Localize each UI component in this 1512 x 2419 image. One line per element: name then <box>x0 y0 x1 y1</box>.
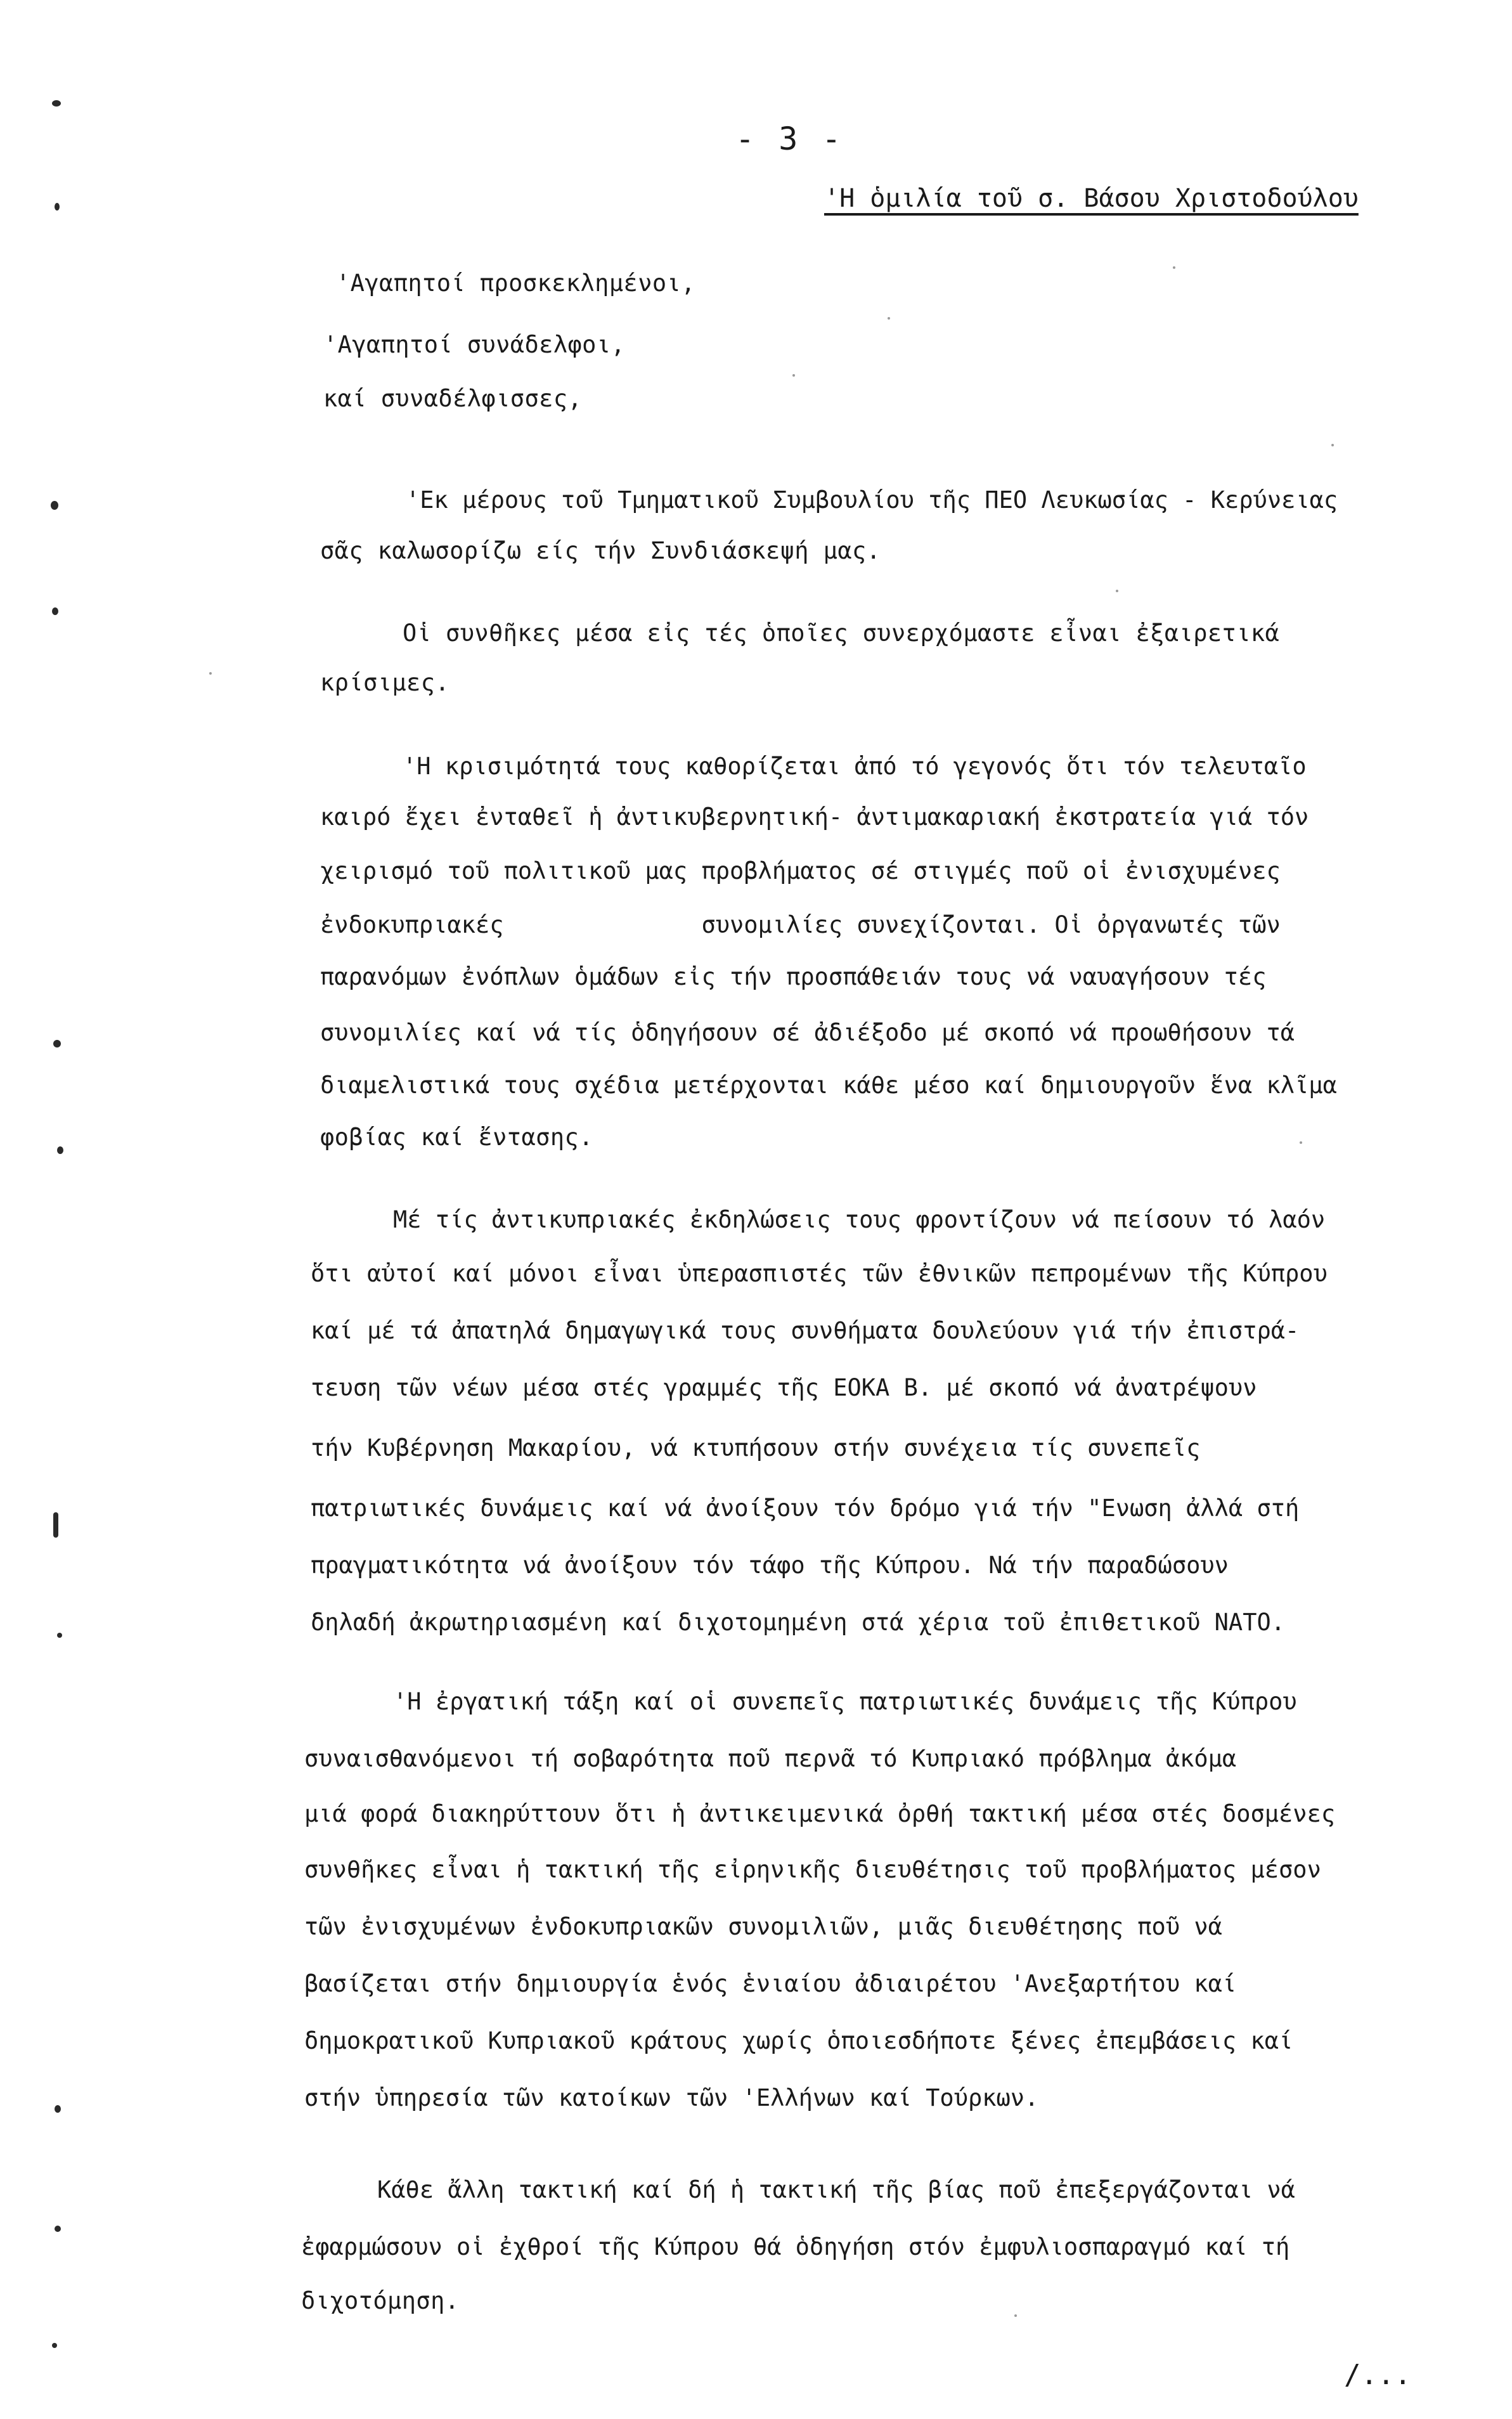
body-line: συνομιλίες καί νά τίς ὁδηγήσουν σέ ἀδιέξοδο μέ σκοπό νά προωθήσουν τά <box>320 1019 1295 1046</box>
scan-speck <box>1116 590 1118 592</box>
body-line: παρανόμων ἐνόπλων ὁμάδων εἰς τήν προσπάθειάν τους νά ναυαγήσουν τές <box>320 963 1267 990</box>
scan-mark <box>51 501 58 510</box>
body-line: σᾶς καλωσορίζω είς τήν Συνδιάσκεψή μας. <box>320 537 881 564</box>
body-line: διχοτόμηση. <box>301 2287 460 2314</box>
body-line: κρίσιμες. <box>320 669 450 696</box>
scan-mark <box>55 2226 61 2232</box>
body-line: Οἱ συνθῆκες μέσα εἰς τές ὁποῖες συνερχόμαστε εἶναι ἐξαιρετικά <box>403 619 1280 647</box>
body-line: 'Η κρισιμότητά τους καθορίζεται ἀπό τό γεγονός ὅτι τόν τελευταῖο <box>403 753 1307 780</box>
scan-speck <box>1300 1141 1302 1144</box>
body-line: δημοκρατικοῦ Κυπριακοῦ κράτους χωρίς ὁποιεσδήποτε ξένες ἐπεμβάσεις καί <box>304 2027 1293 2054</box>
body-line: μιά φορά διακηρύττουν ὅτι ἡ ἀντικειμενικά ὀρθή τακτική μέσα στές δοσμένες <box>304 1800 1336 1827</box>
scan-speck <box>1331 444 1334 446</box>
body-line: χειρισμό τοῦ πολιτικοῦ μας προβλήματος σέ στιγμές ποῦ οἱ ἐνισχυμένες <box>320 857 1281 885</box>
body-line: τήν Κυβέρνηση Μακαρίου, νά κτυπήσουν στήν συνέχεια τίς συνεπεῖς <box>311 1434 1201 1462</box>
body-line: 'Η ἐργατική τάξη καί οἱ συνεπεῖς πατριωτικές δυνάμεις τῆς Κύπρου <box>393 1688 1297 1715</box>
page-number: - 3 - <box>735 120 844 157</box>
body-line: καί μέ τά ἀπατηλά δημαγωγικά τους συνθήματα δουλεύουν γιά τήν ἐπιστρά- <box>311 1317 1300 1344</box>
body-line: δηλαδή ἀκρωτηριασμένη καί διχοτομημένη στά χέρια τοῦ ἐπιθετικοῦ ΝΑΤΟ. <box>311 1609 1286 1636</box>
body-line: βασίζεται στήν δημιουργία ἑνός ἑνιαίου ἀδιαιρέτου 'Ανεξαρτήτου καί <box>304 1970 1237 1997</box>
body-line: τευση τῶν νέων μέσα στές γραμμές τῆς ΕΟΚΑ Β. μέ σκοπό νά ἀνατρέψουν <box>311 1374 1257 1401</box>
salutation-line: 'Αγαπητοί προσκεκλημένοι, <box>336 269 695 297</box>
body-line: πραγματικότητα νά ἀνοίξουν τόν τάφο τῆς Κύπρου. Νά τήν παραδώσουν <box>311 1552 1229 1579</box>
body-line: διαμελιστικά τους σχέδια μετέρχονται κάθε μέσο καί δημιουργοῦν ἕνα κλῖμα <box>320 1072 1337 1099</box>
salutation-line: 'Αγαπητοί συνάδελφοι, <box>323 331 626 358</box>
scan-mark <box>57 1146 63 1154</box>
body-line: φοβίας καί ἔντασης. <box>320 1124 593 1151</box>
scan-speck <box>1173 266 1175 269</box>
body-line: ὅτι αὐτοί καί μόνοι εἶναι ὑπερασπιστές τῶν ἐθνικῶν πεπρομένων τῆς Κύπρου <box>311 1260 1328 1287</box>
scan-mark <box>57 1633 62 1638</box>
scan-speck <box>1014 2314 1017 2317</box>
continuation-mark: /... <box>1344 2359 1411 2391</box>
scan-speck <box>792 374 795 377</box>
body-line: πατριωτικές δυνάμεις καί νά ἀνοίξουν τόν δρόμο γιά τήν "Ενωση ἀλλά στή <box>311 1495 1300 1522</box>
scan-mark <box>52 2343 57 2348</box>
body-line: Μέ τίς ἀντικυπριακές ἐκδηλώσεις τους φροντίζουν νά πείσουν τό λαόν <box>393 1206 1326 1233</box>
body-line: ἐνδοκυπριακές συνομιλίες συνεχίζονται. Οἱ ὀργανωτές τῶν <box>320 911 1281 938</box>
body-line: στήν ὑπηρεσία τῶν κατοίκων τῶν 'Ελλήνων καί Τούρκων. <box>304 2084 1039 2111</box>
speech-title: 'Η ὁμιλία τοῦ σ. Βάσου Χριστοδούλου <box>824 184 1359 213</box>
scan-mark <box>53 1512 58 1538</box>
body-line: Κάθε ἄλλη τακτική καί δή ἡ τακτική τῆς βίας ποῦ ἐπεξεργάζονται νά <box>377 2176 1295 2203</box>
scan-mark <box>55 2105 61 2113</box>
scan-speck <box>888 317 890 320</box>
body-line: 'Εκ μέρους τοῦ Τμηματικοῦ Συμβουλίου τῆς ΠΕΟ Λευκωσίας - Κερύνειας <box>406 486 1338 514</box>
body-line: ἐφαρμώσουν οἱ ἐχθροί τῆς Κύπρου θά ὁδηγήση στόν ἐμφυλιοσπαραγμό καί τή <box>301 2233 1290 2260</box>
body-line: συναισθανόμενοι τή σοβαρότητα ποῦ περνᾶ τό Κυπριακό πρόβλημα ἀκόμα <box>304 1745 1237 1772</box>
body-line: συνθῆκες εἶναι ἡ τακτική τῆς εἰρηνικῆς διευθέτησις τοῦ προβλήματος μέσον <box>304 1856 1321 1883</box>
salutation-line: καί συναδέλφισσες, <box>323 385 583 412</box>
body-line: καιρό ἔχει ἐνταθεῖ ἡ ἀντικυβερνητική- ἀντιμακαριακή ἐκστρατεία γιά τόν <box>320 803 1309 831</box>
scan-mark <box>52 607 58 615</box>
scan-mark <box>55 203 60 211</box>
body-line: τῶν ἐνισχυμένων ἐνδοκυπριακῶν συνομιλιῶν, μιᾶς διευθέτησης ποῦ νά <box>304 1913 1222 1940</box>
scan-speck <box>209 672 212 675</box>
scan-mark <box>53 1040 61 1047</box>
scan-mark <box>52 100 61 107</box>
